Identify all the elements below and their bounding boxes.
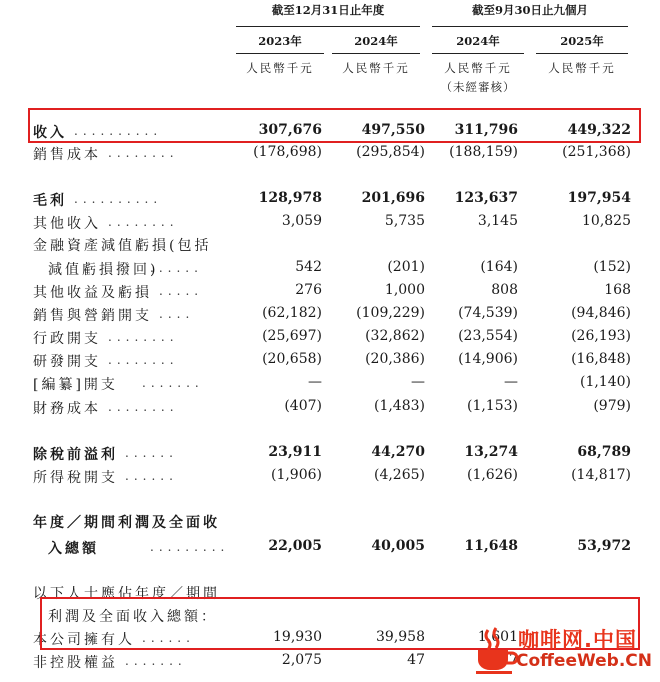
row-label: 年度／期間利潤及全面收 (33, 515, 220, 531)
row-value: 5,735 (384, 213, 425, 229)
row-value: 19,930 (273, 629, 322, 645)
leader-dots: ........ (108, 353, 179, 367)
row-value: 449,322 (567, 122, 631, 138)
row-value: 47 (407, 652, 425, 668)
row-value: 168 (604, 282, 631, 298)
highlight-revenue-box (28, 108, 641, 143)
row-label: 減值虧損撥回) (48, 262, 159, 278)
row-label: 銷售成本 (33, 147, 101, 163)
header-unit: 人民幣千元 (548, 61, 616, 75)
row-label: [編纂]開支 (33, 377, 118, 393)
row-value: 123,637 (454, 190, 518, 206)
header-year: 2024年 (354, 34, 398, 48)
row-value: 13,274 (464, 444, 518, 460)
row-value: (32,862) (365, 328, 425, 344)
row-value: (16,848) (571, 351, 631, 367)
row-value: (1,626) (466, 467, 518, 483)
leader-dots: ....... (142, 376, 204, 390)
row-value: 128,978 (258, 190, 322, 206)
header-group-annual: 截至12月31日止年度 (271, 3, 385, 17)
leader-dots: ...... (125, 469, 178, 483)
row-label: 非控股權益 (33, 655, 118, 671)
row-value: (109,229) (356, 305, 425, 321)
row-value: (295,854) (356, 144, 425, 160)
header-group-ninemonth: 截至9月30日止九個月 (471, 3, 588, 17)
row-value: 40,005 (371, 538, 425, 554)
row-value: (20,658) (262, 351, 322, 367)
row-label: 毛利 (33, 193, 67, 209)
row-label: 行政開支 (33, 331, 101, 347)
row-value: (164) (480, 259, 518, 275)
row-label: 其他收入 (33, 216, 101, 232)
row-value: (62,182) (262, 305, 322, 321)
leader-dots: .... (159, 307, 195, 321)
row-value: 1,000 (384, 282, 425, 298)
row-value: (1,483) (373, 398, 425, 414)
row-label: 所得稅開支 (33, 470, 118, 486)
row-value: 68,789 (577, 444, 631, 460)
row-value: (20,386) (365, 351, 425, 367)
header-rule (236, 26, 420, 27)
row-value: (26,193) (571, 328, 631, 344)
leader-dots: .......... (74, 192, 163, 206)
row-value: 808 (491, 282, 518, 298)
row-value: 53,972 (577, 538, 631, 554)
row-value: (23,554) (458, 328, 518, 344)
leader-dots: ........ (108, 215, 179, 229)
row-label: 本公司擁有人 (33, 632, 135, 648)
row-value: 22,005 (268, 538, 322, 554)
header-year: 2023年 (258, 34, 302, 48)
row-value: (74,539) (458, 305, 518, 321)
row-label: 以下人士應佔年度／期間 (33, 586, 220, 602)
row-value: (14,906) (458, 351, 518, 367)
row-value: 3,145 (477, 213, 518, 229)
row-value: 2,075 (281, 652, 322, 668)
row-label: 利潤及全面收入總額： (48, 609, 218, 625)
leader-dots: ........ (108, 400, 179, 414)
row-label: 財務成本 (33, 401, 101, 417)
row-value: (1,140) (579, 374, 631, 390)
header-rule (432, 53, 524, 54)
header-unit: 人民幣千元 (342, 61, 410, 75)
row-value: 276 (295, 282, 322, 298)
header-unit: 人民幣千元 (444, 61, 512, 75)
row-value: 307,676 (258, 122, 322, 138)
row-value: (178,698) (253, 144, 322, 160)
leader-dots: .......... (74, 124, 163, 138)
row-value: 201,696 (361, 190, 425, 206)
row-label: 銷售與營銷開支 (33, 308, 152, 324)
row-value: — (504, 374, 518, 390)
row-value: (201) (387, 259, 425, 275)
leader-dots: ...... (125, 446, 178, 460)
header-rule (332, 53, 420, 54)
leader-dots: ..... (159, 284, 204, 298)
row-value: (152) (593, 259, 631, 275)
row-value: (14,817) (571, 467, 631, 483)
row-value: 39,958 (376, 629, 425, 645)
row-value: (1,906) (270, 467, 322, 483)
row-value: (4,265) (373, 467, 425, 483)
row-value: (1,153) (466, 398, 518, 414)
row-value: (188,159) (449, 144, 518, 160)
row-value: (251,368) (562, 144, 631, 160)
row-value: 497,550 (361, 122, 425, 138)
row-value: (25,697) (262, 328, 322, 344)
header-year: 2025年 (560, 34, 604, 48)
row-value: 1,601 (477, 629, 518, 645)
row-value: 7 (509, 652, 518, 668)
row-value: 197,954 (567, 190, 631, 206)
watermark-en-text: CoffeeWeb.CN (516, 651, 652, 671)
row-value: 311,796 (454, 122, 518, 138)
row-value: — (308, 374, 322, 390)
row-value: — (411, 374, 425, 390)
row-value: 542 (295, 259, 322, 275)
row-value: (979) (593, 398, 631, 414)
leader-dots: ....... (125, 654, 187, 668)
row-label: 金融資產減值虧損(包括 (33, 238, 212, 254)
coffee-cup-icon (474, 626, 520, 676)
leader-dots: ...... (150, 261, 203, 275)
header-rule (236, 53, 324, 54)
leader-dots: ........ (108, 330, 179, 344)
watermark-cn-text: 咖啡网.中国 (518, 628, 637, 652)
row-value: (94,846) (571, 305, 631, 321)
header-rule (536, 53, 628, 54)
header-year: 2024年 (456, 34, 500, 48)
watermark (474, 622, 658, 680)
row-label: 研發開支 (33, 354, 101, 370)
row-label: 入總額 (48, 541, 99, 557)
row-value: 23,911 (268, 444, 322, 460)
row-label: 收入 (33, 125, 67, 141)
leader-dots: ........ (108, 146, 179, 160)
header-unaudited: （未經審核） (440, 80, 516, 94)
header-unit: 人民幣千元 (246, 61, 314, 75)
leader-dots: ......... (150, 540, 230, 554)
row-value: 11,648 (464, 538, 518, 554)
row-label: 除稅前溢利 (33, 447, 118, 463)
leader-dots: ...... (142, 631, 195, 645)
row-value: 44,270 (371, 444, 425, 460)
row-label: 其他收益及虧損 (33, 285, 152, 301)
header-rule (432, 26, 628, 27)
row-value: 10,825 (582, 213, 631, 229)
row-value: 3,059 (281, 213, 322, 229)
row-value: (407) (284, 398, 322, 414)
